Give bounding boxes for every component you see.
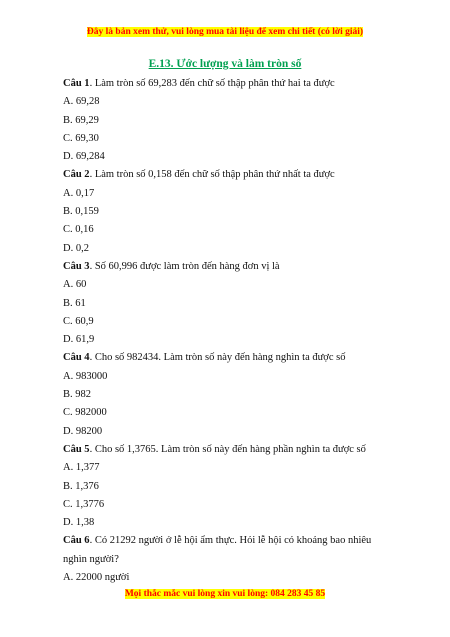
- question-body: . Cho số 982434. Làm tròn số này đến hàng nghìn ta được số: [89, 352, 346, 364]
- question-label: Câu 4: [63, 352, 90, 364]
- answer-option: D. 0,2: [63, 242, 89, 254]
- page-title: E.13. Ước lượng và làm tròn số: [148, 58, 302, 70]
- question-label: Câu 5: [63, 443, 90, 455]
- answer-option: C. 982000: [63, 407, 107, 419]
- footer-notice: [0, 588, 450, 600]
- question-block: [63, 349, 393, 440]
- question-text: [63, 166, 393, 184]
- answer-option: A. 983000: [63, 370, 108, 382]
- question-block: [63, 258, 393, 349]
- header-notice-text: Đây là bản xem thử, vui lòng mua tài liệu để xem chi tiết (có lời giải): [86, 27, 364, 37]
- question-text: [63, 349, 393, 367]
- answer-option: A. 69,28: [63, 96, 100, 108]
- answer-option: A. 22000 người: [63, 572, 130, 584]
- answer-option: C. 0,16: [63, 224, 94, 236]
- question-body: . Số 60,996 được làm tròn đến hàng đơn vị là: [89, 260, 280, 272]
- answer-option: D. 61,9: [63, 334, 95, 346]
- question-body: . Làm tròn số 0,158 đến chữ số thập phân thứ nhất ta được: [89, 169, 335, 181]
- question-label: Câu 2: [63, 169, 90, 181]
- answer-option: B. 0,159: [63, 206, 99, 218]
- question-text: [63, 532, 393, 569]
- question-block: [63, 166, 393, 257]
- answer-option: C. 60,9: [63, 315, 94, 327]
- answer-option: C. 1,3776: [63, 498, 105, 510]
- question-body: . Làm tròn số 69,283 đến chữ số thập phân thứ hai ta được: [89, 78, 335, 89]
- question-body: . Có 21292 người ở lễ hội ẩm thực. Hỏi lễ hội có khoảng bao nhiêu nghìn người?: [63, 535, 372, 565]
- question-text: [63, 258, 393, 276]
- answer-option: A. 60: [63, 279, 87, 291]
- answer-option: B. 69,29: [63, 114, 99, 126]
- answer-option: B. 982: [63, 389, 92, 401]
- answer-option: B. 1,376: [63, 480, 99, 492]
- question-list: [63, 75, 393, 587]
- footer-notice-text: Mọi thắc mắc vui lòng xin vui lòng: 084 283 45 85: [124, 589, 326, 599]
- question-block: [63, 532, 393, 587]
- answer-option: A. 0,17: [63, 187, 95, 199]
- answer-option: D. 98200: [63, 425, 103, 437]
- question-label: Câu 1: [63, 78, 90, 89]
- question-label: Câu 6: [63, 535, 90, 547]
- question-text: [63, 441, 393, 459]
- answer-option: D. 1,38: [63, 517, 95, 529]
- question-block: [63, 75, 393, 166]
- answer-option: A. 1,377: [63, 462, 100, 474]
- answer-option: C. 69,30: [63, 132, 99, 144]
- question-text: [63, 75, 393, 93]
- header-notice: [0, 26, 450, 38]
- answer-option: B. 61: [63, 297, 86, 309]
- answer-option: D. 69,284: [63, 151, 105, 163]
- question-label: Câu 3: [63, 260, 90, 272]
- question-body: . Cho số 1,3765. Làm tròn số này đến hàng phần nghìn ta được số: [89, 443, 366, 455]
- question-block: [63, 441, 393, 532]
